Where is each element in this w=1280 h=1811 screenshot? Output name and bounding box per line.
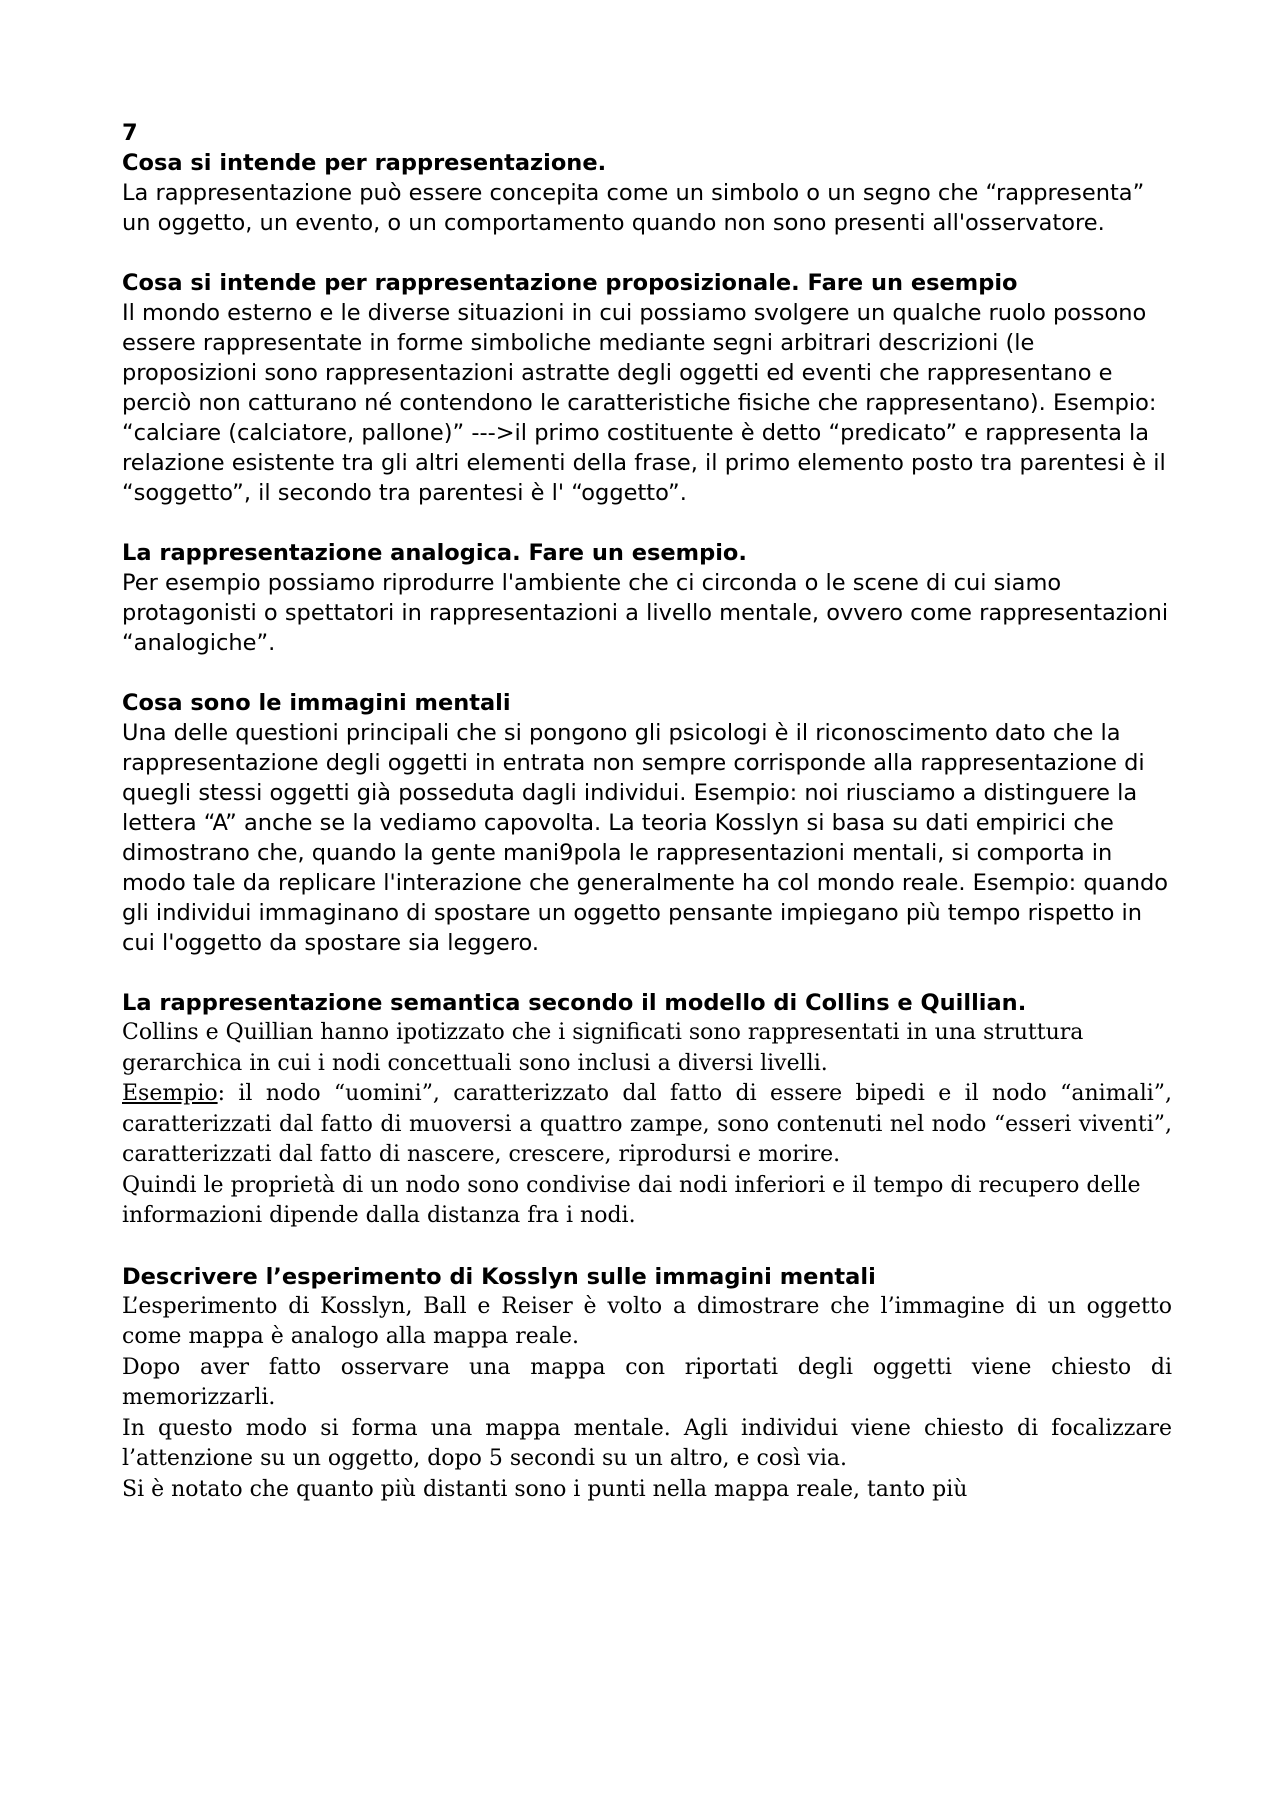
section-heading: La rappresentazione semantica secondo il modello di Collins e Quillian. bbox=[122, 990, 1027, 1016]
section-paragraph: Collins e Quillian hanno ipotizzato che i significati sono rappresentati in una struttura gerarchica in cui i nodi concettuali sono inclusi a diversi livelli. bbox=[122, 1020, 1084, 1076]
document-page bbox=[122, 118, 1172, 1535]
section-paragraph: In questo modo si forma una mappa mentale. Agli individui viene chiesto di focalizzare l’attenzione su un oggetto, dopo 5 secondi su un altro, e così via. bbox=[122, 1415, 1172, 1471]
example-label: Esempio bbox=[122, 1081, 218, 1106]
section-esperimento-kosslyn bbox=[122, 1262, 1172, 1506]
example-paragraph bbox=[122, 1079, 1172, 1171]
section-analogica bbox=[122, 538, 1172, 658]
section-heading: Cosa sono le immagini mentali bbox=[122, 690, 511, 716]
section-paragraph: Per esempio possiamo riprodurre l'ambiente che ci circonda o le scene di cui siamo protagonisti o spettatori in rappresentazioni a livello mentale, ovvero come rappresentazioni “analogiche”. bbox=[122, 570, 1169, 656]
section-paragraph: Dopo aver fatto osservare una mappa con riportati degli oggetti viene chiesto di memorizzarli. bbox=[122, 1354, 1172, 1410]
section-heading: Cosa si intende per rappresentazione. bbox=[122, 150, 607, 176]
section-paragraph: La rappresentazione può essere concepita come un simbolo o un segno che “rappresenta” un oggetto, un evento, o un comportamento quando non sono presenti all'osservatore. bbox=[122, 180, 1145, 236]
section-paragraph: Il mondo esterno e le diverse situazioni in cui possiamo svolgere un qualche ruolo possono essere rappresentate in forme simboliche mediante segni arbitrari descrizioni (le proposizioni sono rappresentazioni astratte degli oggetti ed eventi che rappresentano e perciò non catturano né contendono le caratteristiche fisiche che rappresentano). Esempio: “calciare (calciatore, pallone)” --->il primo costituente è detto “predicato” e rappresenta la relazione esistente tra gli altri elementi della frase, il primo elemento posto tra parentesi è il “soggetto”, il secondo tra parentesi è l' “oggetto”. bbox=[122, 300, 1166, 506]
section-paragraph: Si è notato che quanto più distanti sono i punti nella mappa reale, tanto più bbox=[122, 1476, 968, 1502]
section-paragraph: L’esperimento di Kosslyn, Ball e Reiser è volto a dimostrare che l’immagine di un oggetto come mappa è analogo alla mappa reale. bbox=[122, 1293, 1172, 1349]
section-paragraph: Una delle questioni principali che si pongono gli psicologi è il riconoscimento dato che la rappresentazione degli oggetti in entrata non sempre corrisponde alla rappresentazione di quegli stessi oggetti già posseduta dagli individui. Esempio: noi riusciamo a distinguere la lettera “A” anche se la vediamo capovolta. La teoria Kosslyn si basa su dati empirici che dimostrano che, quando la gente mani9pola le rappresentazioni mentali, si comporta in modo tale da replicare l'interazione che generalmente ha col mondo reale. Esempio: quando gli individui immaginano di spostare un oggetto pensante impiegano più tempo rispetto in cui l'oggetto da spostare sia leggero. bbox=[122, 720, 1169, 956]
section-collins-quillian bbox=[122, 988, 1172, 1232]
section-immagini-mentali bbox=[122, 688, 1172, 958]
section-heading: Cosa si intende per rappresentazione proposizionale. Fare un esempio bbox=[122, 270, 1018, 296]
section-rappresentazione bbox=[122, 148, 1172, 238]
section-heading: La rappresentazione analogica. Fare un esempio. bbox=[122, 540, 747, 566]
section-heading: Descrivere l’esperimento di Kosslyn sulle immagini mentali bbox=[122, 1263, 876, 1290]
page-number: 7 bbox=[122, 120, 138, 146]
section-proposizionale bbox=[122, 268, 1172, 508]
example-text: : il nodo “uomini”, caratterizzato dal fatto di essere bipedi e il nodo “animali”, caratterizzati dal fatto di muoversi a quattro zampe, sono contenuti nel nodo “esseri viventi”, caratterizzati dal fatto di nascere, crescere, riprodursi e morire. bbox=[122, 1081, 1172, 1167]
closing-paragraph: Quindi le proprietà di un nodo sono condivise dai nodi inferiori e il tempo di recupero delle informazioni dipende dalla distanza fra i nodi. bbox=[122, 1172, 1141, 1228]
